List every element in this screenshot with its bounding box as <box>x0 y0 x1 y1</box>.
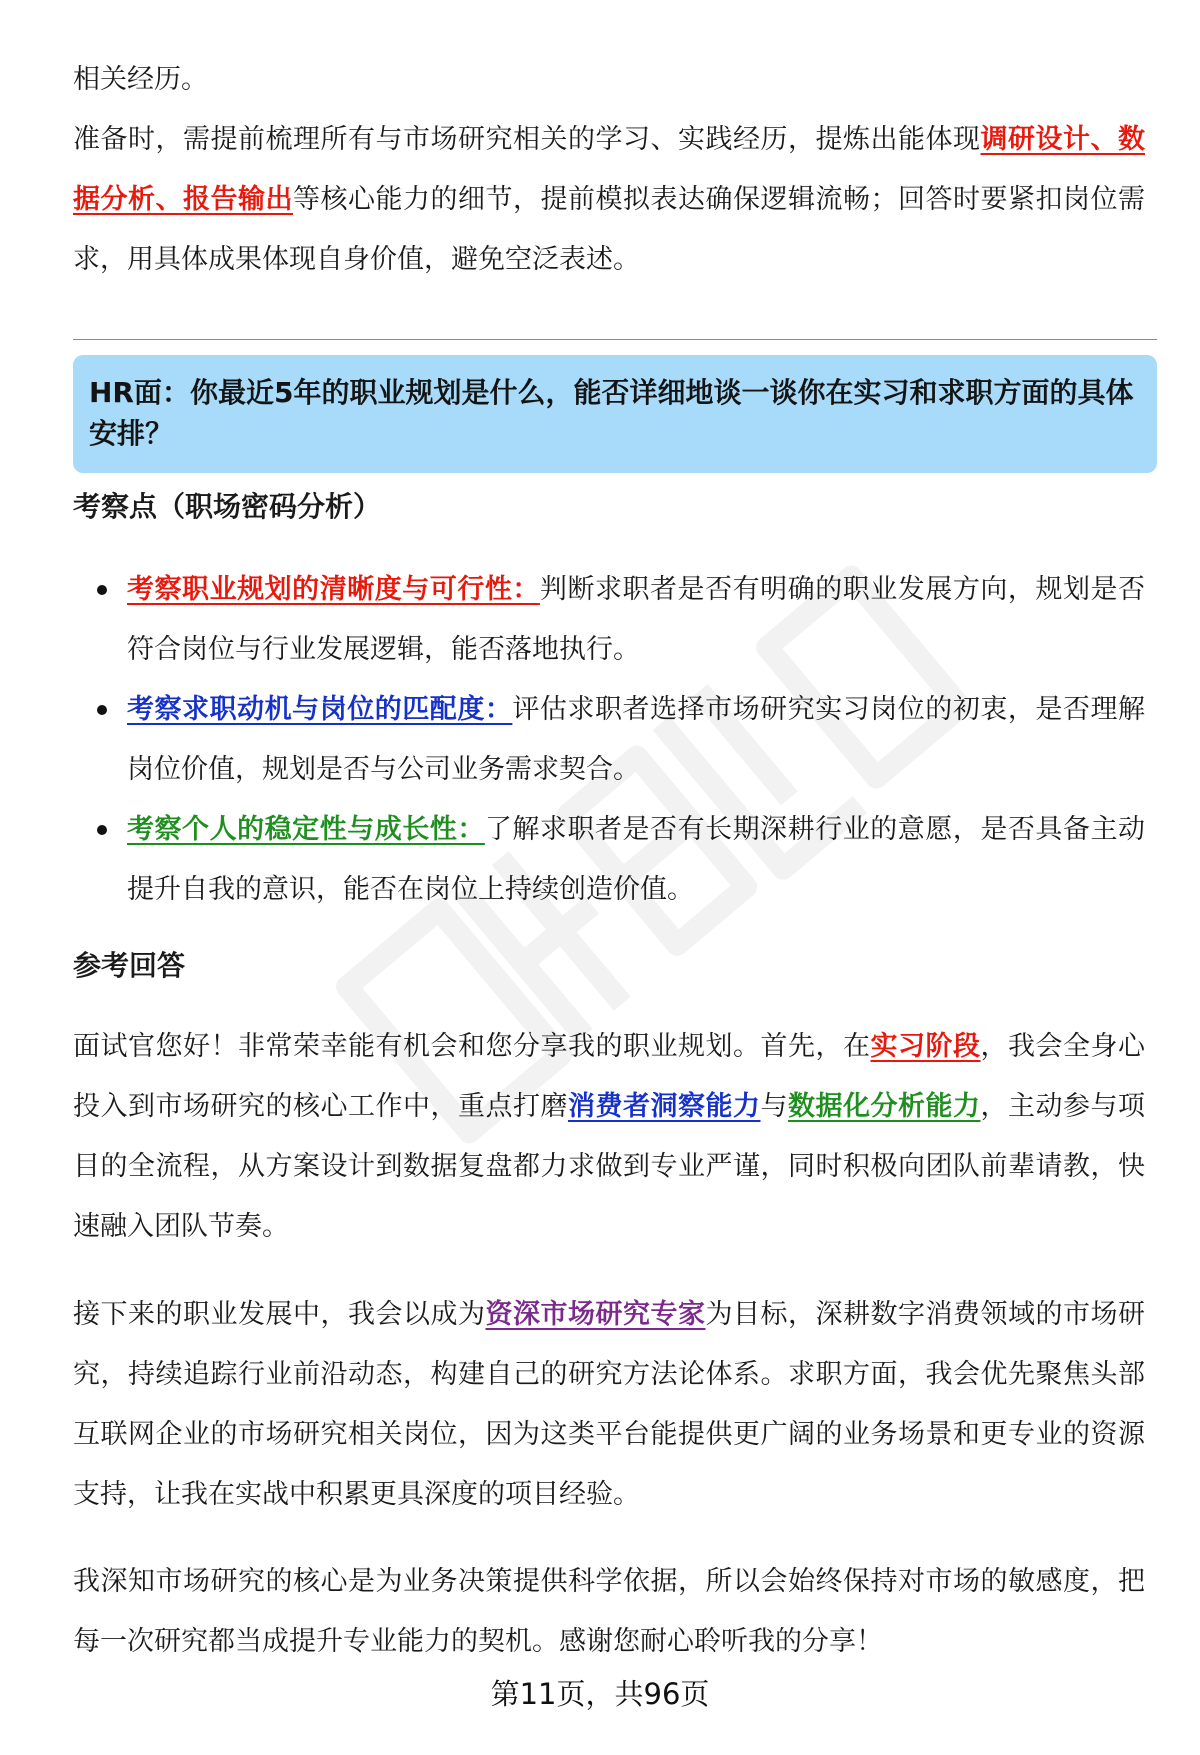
highlight-consumer-insight: 消费者洞察能力 <box>568 1091 761 1122</box>
section-divider <box>73 339 1157 340</box>
answer-paragraph-3 <box>73 1552 1145 1672</box>
highlight-core-abilities: 调研设计、数据分析、报告输出 <box>73 124 1145 215</box>
list-item <box>73 800 1145 920</box>
paragraph-text: 为目标，深耕数字消费领域的市场研究，持续追踪行业前沿动态，构建自己的研究方法论体系。求职方面，我会优先聚焦头部互联网企业的市场研究相关岗位，因为这类平台能提供更广阔的业务场景和更专业的资源支持，让我在实战中积累更具深度的项目经验。 <box>73 1299 1145 1510</box>
paragraph-text: 等核心能力的细节，提前模拟表达确保逻辑流畅；回答时要紧扣岗位需求，用具体成果体现自身价值，避免空泛表述。 <box>73 184 1145 275</box>
paragraph-intro-tail <box>73 50 1145 110</box>
paragraph-text: 接下来的职业发展中，我会以成为 <box>73 1299 486 1330</box>
paragraph-text: ，我会全身心投入到市场研究的核心工作中，重点打磨 <box>73 1031 1145 1122</box>
paragraph-text: 与 <box>760 1091 788 1122</box>
bullet-dot-icon <box>97 585 107 595</box>
highlight-internship-stage: 实习阶段 <box>870 1031 981 1062</box>
assessment-points-list <box>73 560 1145 920</box>
bullet-dot-icon <box>97 825 107 835</box>
paragraph-text: 相关经历。 <box>73 64 208 95</box>
section-title-reference-answer: 参考回答 <box>73 949 186 982</box>
paragraph-text: 我深知市场研究的核心是为业务决策提供科学依据，所以会始终保持对市场的敏感度，把每一次研究都当成提升专业能力的契机。感谢您耐心聆听我的分享！ <box>73 1566 1145 1657</box>
interview-question-box <box>73 355 1157 473</box>
point-label: 考察个人的稳定性与成长性： <box>127 814 485 845</box>
point-label: 考察职业规划的清晰度与可行性： <box>127 574 540 605</box>
point-text: 评估求职者选择市场研究实习岗位的初衷，是否理解岗位价值，规划是否与公司业务需求契合。 <box>127 694 1146 785</box>
page-number: 第11页，共96页 <box>490 1677 710 1711</box>
list-item <box>73 560 1145 680</box>
point-text: 判断求职者是否有明确的职业发展方向，规划是否符合岗位与行业发展逻辑，能否落地执行。 <box>127 574 1146 665</box>
paragraph-text: ，主动参与项目的全流程，从方案设计到数据复盘都力求做到专业严谨，同时积极向团队前辈请教，快速融入团队节奏。 <box>73 1091 1145 1242</box>
answer-paragraph-1 <box>73 1017 1145 1257</box>
answer-paragraph-2 <box>73 1285 1145 1525</box>
paragraph-preparation <box>73 110 1145 290</box>
point-text: 了解求职者是否有长期深耕行业的意愿，是否具备主动提升自我的意识，能否在岗位上持续创造价值。 <box>127 814 1146 905</box>
paragraph-text: 面试官您好！非常荣幸能有机会和您分享我的职业规划。首先，在 <box>73 1031 871 1062</box>
point-label: 考察求职动机与岗位的匹配度： <box>127 694 513 725</box>
section-title-assessment: 考察点（职场密码分析） <box>73 490 382 523</box>
interview-question: HR面：你最近5年的职业规划是什么，能否详细地谈一谈你在实习和求职方面的具体安排？ <box>89 376 1134 450</box>
highlight-senior-expert: 资深市场研究专家 <box>485 1299 706 1330</box>
bullet-dot-icon <box>97 705 107 715</box>
highlight-data-analysis: 数据化分析能力 <box>788 1091 981 1122</box>
list-item <box>73 680 1145 800</box>
paragraph-text: 准备时，需提前梳理所有与市场研究相关的学习、实践经历，提炼出能体现 <box>73 124 981 155</box>
